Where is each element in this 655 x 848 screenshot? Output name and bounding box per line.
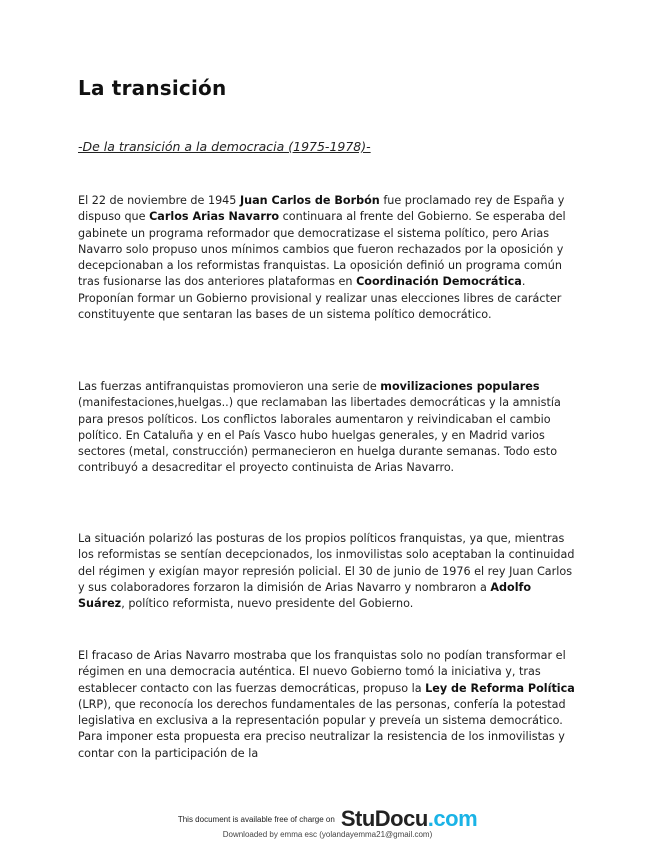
studocu-logo[interactable] [341, 806, 477, 832]
bold-term: Juan Carlos de Borbón [239, 194, 380, 207]
bold-term: movilizaciones populares [380, 380, 540, 393]
text-run: fue proclamado rey de España y dispuso que [78, 194, 565, 224]
bold-term: Ley de Reforma Política [425, 681, 575, 695]
page-title: La transición [78, 76, 227, 100]
logo-dot: .com [427, 806, 478, 831]
text-run: El fracaso de Arias Navarro mostraba que los franquistas solo no podían transformar el régimen en una democracia auténtica. El nuevo Gobierno tomó la iniciativa y, tras establecer contacto con las fuerzas democráticas, propuso la [78, 649, 566, 695]
paragraph-4 [78, 648, 578, 762]
bold-term: Adolfo Suárez [78, 580, 532, 611]
text-run: (manifestaciones,huelgas..) que reclamaban las libertades democráticas y la amnistía para presos políticos. Los conflictos laborales aumentaron y reivindicaban el cambio político. En Cataluña y en el País Vasco hubo huelgas generales, y en Madrid varios sectores (metal, construcción) permanecieron en huelga durante semanas. Todo esto contribuyó a desacreditar el proyecto continuista de Arias Navarro. [78, 396, 561, 475]
footer [0, 806, 655, 832]
text-run: continuara al frente del Gobierno. Se esperaba del gabinete un programa reformador que democratizase el sistema político, pero Arias Navarro solo propuso unos mínimos cambios que fueron rechazados por la oposición y decepcionaban a los reformistas franquistas. La oposición definió un programa común tras fusionarse las dos anteriores plataformas en [78, 210, 566, 289]
text-run: La situación polarizó las posturas de los propios políticos franquistas, ya que, mientras los reformistas se sentían decepcionados, los inmovilistas solo aceptaban la continuidad del régimen y exigían mayor represión policial. El 30 de junio de 1976 el rey Juan Carlos y sus colaboradores forzaron la dimisión de Arias Navarro y nombraron a [78, 532, 575, 594]
downloaded-by-text: Downloaded by emma esc (yolandayemma21@gmail.com) [222, 830, 433, 839]
logo-main: StuDocu [340, 806, 428, 831]
bold-term: Carlos Arias Navarro [149, 210, 280, 224]
text-run: . Proponían formar un Gobierno provisional y realizar unas elecciones libres de carácter constituyente que sentaran las bases de un sistema político democrático. [78, 275, 562, 322]
text-run: (LRP), que reconocía los derechos fundamentales de las personas, confería la potestad legislativa en exclusiva a la representación popular y preveía un sistema democrático. Para imponer esta propuesta era preciso neutralizar la resistencia de los inmovilistas y contar con la participación de la [78, 697, 566, 760]
paragraph-3 [78, 531, 578, 612]
footer-available-text: This document is available free of charge on [177, 814, 335, 824]
section-subtitle: -De la transición a la democracia (1975-1978)- [78, 139, 371, 154]
paragraph-2 [78, 379, 578, 477]
text-run: Las fuerzas antifranquistas promovieron una serie de [78, 380, 381, 393]
text-run: , político reformista, nuevo presidente del Gobierno. [121, 597, 414, 611]
bold-term: Coordinación Democrática [356, 275, 522, 289]
text-run: El 22 de noviembre de 1945 [78, 194, 240, 207]
paragraph-1 [78, 193, 578, 323]
